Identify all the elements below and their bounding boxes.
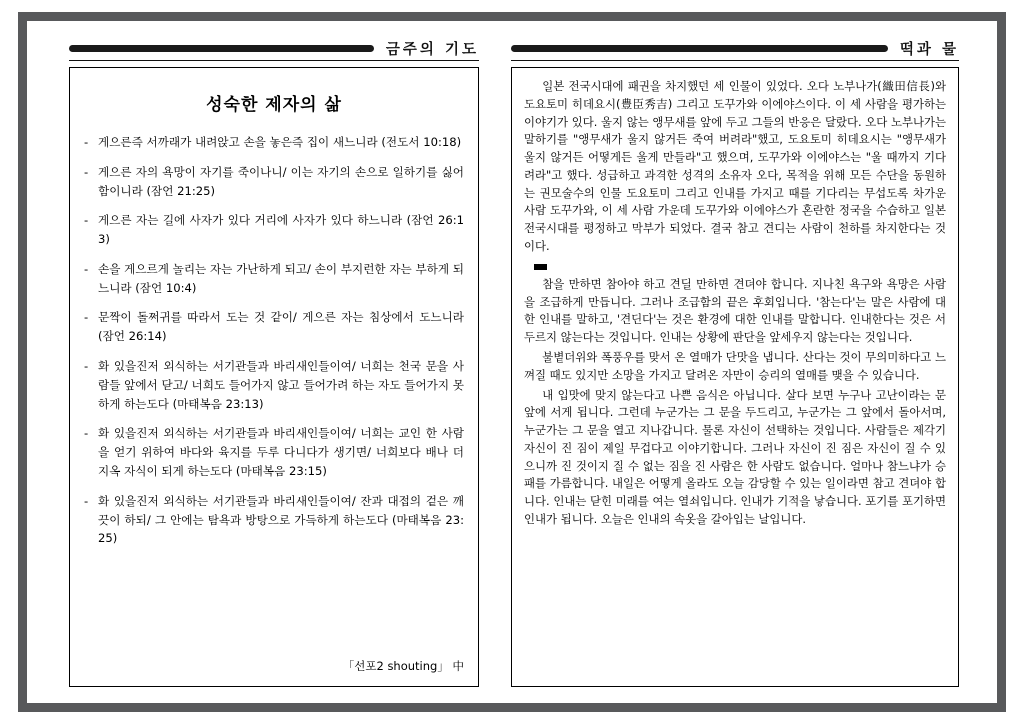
page-content-area bbox=[27, 21, 997, 703]
header-rule-left bbox=[69, 45, 374, 52]
left-section-title: 금주의 기도 bbox=[385, 41, 479, 58]
article-paragraph: 일본 전국시대에 패권을 차지했던 세 인물이 있었다. 오다 노부나가(織田信長)와 도요토미 히데요시(豊臣秀吉) 그리고 도꾸가와 이에야스이다. 이 세 사람을 평가하는 이야기가 있다. 울지 않는 앵무새를 앞에 두고 그들의 반응은 달랐다. 오다 노부나가는 말하기를 "앵무새가 울지 않거든 죽여 버려라"했고, 도요토미 히데요시는 "앵무새가 울지 않거든 어떻게든 울게 만들라"고 했으며, 도꾸가와 이에야스는 "울 때까지 기다려라"고 했다. 성급하고 과격한 성격의 소유자 오다, 목적을 위해 모든 수단을 동원하는 권모술수의 인물 도요토미 그리고 인내를 가지고 때를 기다리는 무섭도록 차가운 사람 도꾸가와, 이 세 사람 가운데 도꾸가와 이에야스가 혼란한 정국을 수습하고 일본 전국시대를 평정하고 막부가 되었다. 결국 참고 견디는 사람이 천하를 차지한다는 것이다. bbox=[524, 79, 946, 254]
verse-item bbox=[84, 424, 464, 480]
verse-item bbox=[84, 163, 464, 201]
verse-item bbox=[84, 260, 464, 298]
right-header-underline bbox=[511, 60, 959, 61]
verse-text: 문짝이 돌쩌귀를 따라서 도는 것 같이/ 게으른 자는 침상에서 도느니라 (잠언 26:14) bbox=[98, 310, 464, 344]
article-paragraph: 참을 만하면 참아야 하고 견딜 만하면 견뎌야 합니다. 지나친 욕구와 욕망은 사람을 조급하게 만듭니다. 그러나 조급함의 끝은 후회입니다. '참는다'는 말은 사람에 대한 인내를 말하고, '견딘다'는 것은 환경에 대한 인내를 말합니다. 인내한다는 것은 서두르지 않는다는 것입니다. 인내는 상황에 판단을 앞세우지 않는다는 것입니다. bbox=[524, 276, 946, 345]
left-header-underline bbox=[69, 60, 479, 61]
verse-bullet: - bbox=[84, 164, 89, 179]
verse-item bbox=[84, 492, 464, 548]
verse-bullet: - bbox=[84, 359, 89, 374]
right-column bbox=[497, 21, 997, 703]
prayer-box-title: 성숙한 제자의 삶 bbox=[206, 95, 342, 115]
verse-text: 화 있을진저 외식하는 서기관들과 바리새인들이여/ 잔과 대접의 겉은 깨끗이 하되/ 그 안에는 탐욕과 방탕으로 가득하게 하는도다 (마태복음 23:25) bbox=[98, 493, 464, 546]
verse-item bbox=[84, 357, 464, 413]
verse-bullet: - bbox=[84, 310, 89, 325]
article-paragraph: 내 입맛에 맞지 않는다고 나쁜 음식은 아닙니다. 살다 보면 누구나 고난이라는 문 앞에 서게 됩니다. 그런데 누군가는 그 문을 두드리고, 누군가는 그 앞에서 돌아서며, 누군가는 그 문을 열고 지나갑니다. 물론 자신이 선택하는 것입니다. 사람들은 제각기 자신이 진 짐이 제일 무겁다고 이야기합니다. 그러나 자신이 진 짐은 자신이 질 수 있으니까 진 것이지 질 수 없는 짐을 진 사람은 한 사람도 없습니다. 얼마나 참느냐가 승패를 가름합니다. 내일은 어떻게 올라도 오늘 감당할 수 있는 일이라면 참고 견뎌야 합니다. 인내는 닫힌 미래를 여는 열쇠입니다. 인내가 기적을 낳습니다. 포기를 포기하면 인내가 됩니다. 오늘은 인내의 속옷을 갈아입는 날입니다. bbox=[524, 387, 946, 526]
verse-bullet: - bbox=[84, 493, 89, 508]
verse-text: 게으른 자의 욕망이 자기를 죽이나니/ 이는 자기의 손으로 일하기를 싫어함이니라 (잠언 21:25) bbox=[98, 164, 464, 198]
verse-text: 손을 게으르게 놀리는 자는 가난하게 되고/ 손이 부지런한 자는 부하게 되느니라 (잠언 10:4) bbox=[98, 261, 464, 295]
right-section-title: 떡과 물 bbox=[899, 41, 959, 58]
left-section-header bbox=[69, 35, 479, 61]
source-attribution: 「선포2 shouting」 中 bbox=[342, 659, 464, 673]
verse-bullet: - bbox=[84, 426, 89, 441]
verse-bullet: - bbox=[84, 261, 89, 276]
prayer-box bbox=[69, 67, 479, 687]
right-section-header bbox=[511, 35, 959, 61]
verse-text: 게으른즉 서까래가 내려앉고 손을 놓은즉 집이 새느니라 (전도서 10:18) bbox=[98, 135, 462, 149]
page-frame bbox=[18, 12, 1006, 712]
verse-item bbox=[84, 133, 464, 152]
verse-item bbox=[84, 308, 464, 346]
article-paragraph: 불볕더위와 폭풍우를 맞서 온 열매가 단맛을 냅니다. 산다는 것이 무의미하다고 느껴질 때도 있지만 소망을 가지고 달려온 자만이 승리의 열매를 맺을 수 있습니다. bbox=[524, 349, 946, 382]
verse-bullet: - bbox=[84, 213, 89, 228]
article-box bbox=[511, 67, 959, 687]
two-column-layout bbox=[27, 21, 997, 703]
verse-text: 화 있을진저 외식하는 서기관들과 바리새인들이여/ 너희는 교인 한 사람을 얻기 위하여 바다와 육지를 두루 다니다가 생기면/ 너희보다 배나 더 지옥 자식이 되게 하는도다 (마태복음 23:15) bbox=[98, 426, 464, 478]
left-column bbox=[27, 21, 497, 703]
header-rule-right bbox=[511, 45, 888, 52]
verse-text: 화 있을진저 외식하는 서기관들과 바리새인들이여/ 너희는 천국 문을 사람들 앞에서 닫고/ 너희도 들어가지 않고 들어가려 하는 자도 들어가지 못하게 하는도다 (마태복음 23:13) bbox=[98, 359, 464, 411]
verse-bullet: - bbox=[84, 135, 89, 149]
paragraph-divider-mark bbox=[534, 264, 547, 270]
verse-text: 게으른 자는 길에 사자가 있다 거리에 사자가 있다 하느니라 (잠언 26:13) bbox=[98, 213, 464, 247]
verse-item bbox=[84, 211, 464, 249]
